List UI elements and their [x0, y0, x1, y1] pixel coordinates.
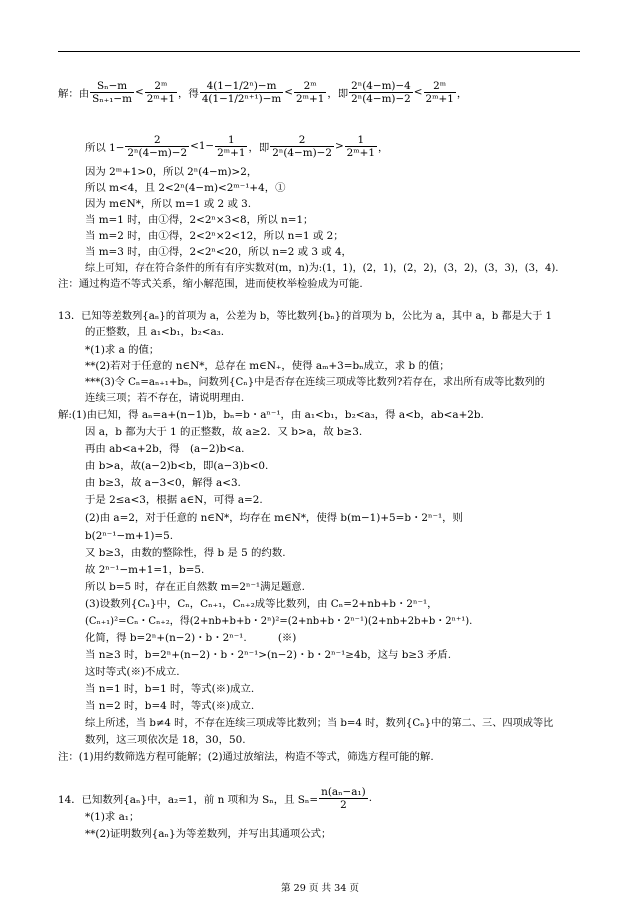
solution-line: 由 b>a，故(a−2)b<b，即(a−3)b<0.	[85, 460, 269, 472]
text: ，即	[327, 87, 349, 100]
solution-line: 又 b≥3，由数的整除性，得 b 是 5 的约数.	[85, 547, 286, 559]
note-line: 注：(1)用约数筛选方程可能解；(2)通过放缩法，构造不等式，筛选方程可能的解.	[58, 751, 434, 763]
solution-line: 由 b≥3，故 a−3<0，解得 a<3.	[85, 477, 241, 489]
fraction: $\frac{\text{2ᵐ}}{\text{2ᵐ+1}}$	[425, 79, 454, 105]
fraction: $\frac{1}{\text{2ᵐ+1}}$	[346, 133, 375, 159]
relation: <	[284, 86, 293, 98]
relation: <	[135, 86, 144, 98]
relation: <	[413, 86, 423, 98]
fraction: $\frac{\text{n(aₙ−a₁)}}{2}$	[321, 785, 366, 811]
text: .	[368, 792, 372, 804]
solution-line: 解:(1)由已知，得 aₙ=a+(n−1)b，bₙ=b・aⁿ⁻¹，由 a₁<b₁，b₂<a₃，得 a<b，ab<a+2b.	[58, 409, 484, 421]
text: ，即	[248, 141, 270, 154]
solution-line: (3)设数列{Cₙ}中，Cₙ，Cₙ₊₁，Cₙ₊₂成等比数列，由 Cₙ=2+nb+b・2ⁿ⁻¹，	[85, 598, 438, 610]
fraction: $\frac{\text{4(1−1/2ⁿ)−m}}{\text{4(1−1/2ⁿ⁺¹)−m}}$	[201, 79, 282, 105]
solution-line: 于是 2≤a<3，根据 a∈N，可得 a=2.	[85, 494, 263, 506]
solution-line: 当 m=2 时，由①得，2<2ⁿ×2<12，所以 n=1 或 2；	[85, 230, 344, 242]
fraction: $\frac{\text{2ᵐ}}{\text{2ᵐ+1}}$	[296, 79, 325, 105]
solution-line: (Cₙ₊₁)²=Cₙ・Cₙ₊₂，得(2+nb+b+b・2ⁿ)²=(2+nb+b・2ⁿ⁻¹)(2+nb+2b+b・2ⁿ⁺¹).	[85, 616, 473, 627]
question-13-stem: 13．已知等差数列{aₙ}的首项为 a，公差为 b，等比数列{bₙ}的首项为 b，公比为 a，其中 a，b 都是大于 1	[58, 311, 552, 322]
text: ，得	[178, 87, 199, 100]
solution-line: 再由 ab<a+2b，得 (a−2)b<a.	[85, 443, 245, 455]
solution-second-inequality	[85, 126, 388, 166]
solution-line: (2)由 a=2，对于任意的 n∈N*，均存在 m∈N*，使得 b(m−1)+5=b・2ⁿ⁻¹，则	[85, 512, 463, 524]
solution-line: 因为 2ᵐ+1>0，所以 2ⁿ(4−m)>2，	[85, 166, 258, 178]
fraction: $\frac{1}{\text{2ᵐ+1}}$	[217, 133, 246, 159]
solution-line: 数列，这三项依次是 18，30，50.	[85, 734, 246, 746]
solution-line: 所以 m<4，且 2<2ⁿ(4−m)<2ᵐ⁻¹+4，①	[85, 182, 286, 194]
solution-line: b(2ⁿ⁻¹−m+1)=5.	[85, 530, 174, 542]
question-13-stem: 的正整数，且 a₁<b₁，b₂<a₃.	[85, 326, 225, 338]
text: <1−	[190, 140, 215, 152]
question-13-part-3: ***(3)令 Cₙ=aₙ₊₁+bₙ，问数列{Cₙ}中是否存在连续三项成等比数列?若存在，求出所有成等比数列的	[85, 377, 545, 388]
solution-first-inequality	[58, 72, 467, 112]
solution-line: 化简，得 b=2ⁿ+(n−2)・b・2ⁿ⁻¹. (※)	[85, 632, 297, 644]
page-footer: 第 29 页 共 34 页	[280, 883, 360, 894]
question-13-part-3: 连续三项；若不存在，请说明理由.	[85, 392, 245, 404]
text: ，	[456, 87, 468, 100]
solution-line: 因为 m∈N*，所以 m=1 或 2 或 3.	[85, 198, 252, 210]
fraction: $\frac{\text{Sₙ−m}}{\text{Sₙ₊₁−m}}$	[92, 79, 132, 105]
question-13-part-1: *(1)求 a 的值；	[85, 344, 160, 356]
text: 所以 1−	[85, 141, 125, 154]
solution-line: 当 n≥3 时，b=2ⁿ+(n−2)・b・2ⁿ⁻¹>(n−2)・b・2ⁿ⁻¹≥4b，这与 b≥3 矛盾.	[85, 649, 452, 661]
fraction: $\frac{2}{\text{2ⁿ(4−m)−2}}$	[127, 133, 188, 159]
solution-line: 当 m=1 时，由①得，2<2ⁿ×3<8，所以 n=1；	[85, 214, 314, 226]
solution-label: 解：由	[58, 87, 90, 100]
solution-line: 故 2ⁿ⁻¹−m+1=1，b=5.	[85, 564, 205, 576]
solution-line: 当 m=3 时，由①得，2<2ⁿ<20，所以 n=2 或 3 或 4，	[85, 246, 352, 258]
note-line: 注：通过构造不等式关系，缩小解范围，进而使枚举检验成为可能.	[58, 278, 363, 290]
text: 14．已知数列{aₙ}中，a₂=1，前 n 项和为 Sₙ，且 Sₙ=	[58, 793, 319, 806]
relation: >	[334, 140, 344, 152]
question-14-part-1: *(1)求 a₁；	[85, 811, 140, 823]
solution-line: 这时等式(※)不成立.	[85, 666, 180, 678]
question-13-part-2: **(2)若对于任意的 n∈N*，总存在 m∈N₊，使得 aₘ+3=bₙ成立，求 b 的值；	[85, 360, 450, 372]
solution-line: 因 a，b 都为大于 1 的正整数，故 a≥2．又 b>a，故 b≥3.	[85, 426, 363, 438]
solution-line: 当 n=1 时，b=1 时，等式(※)成立.	[85, 683, 255, 695]
solution-conclusion: 综上可知，存在符合条件的所有有序实数对(m，n)为:(1，1)，(2，1)，(2，2)，(3，2)，(3，3)，(3，4).	[85, 263, 559, 274]
solution-line: 当 n=2 时，b=4 时，等式(※)成立.	[85, 700, 255, 712]
question-14-part-2: **(2)证明数列{aₙ}为等差数列，并写出其通项公式；	[85, 828, 332, 840]
fraction: $\frac{\text{2ⁿ(4−m)−4}}{\text{2ⁿ(4−m)−2}}$	[351, 79, 411, 105]
text: ，	[377, 141, 389, 154]
header-rule	[58, 51, 580, 52]
fraction: $\frac{\text{2ᵐ}}{\text{2ᵐ+1}}$	[146, 79, 176, 105]
solution-line: 所以 b=5 时，存在正自然数 m=2ⁿ⁻¹满足题意.	[85, 581, 305, 593]
fraction: $\frac{2}{\text{2ⁿ(4−m)−2}}$	[272, 133, 332, 159]
solution-line: 综上所述，当 b≠4 时，不存在连续三项成等比数列；当 b=4 时，数列{Cₙ}中的第二、三、四项成等比	[85, 718, 554, 729]
